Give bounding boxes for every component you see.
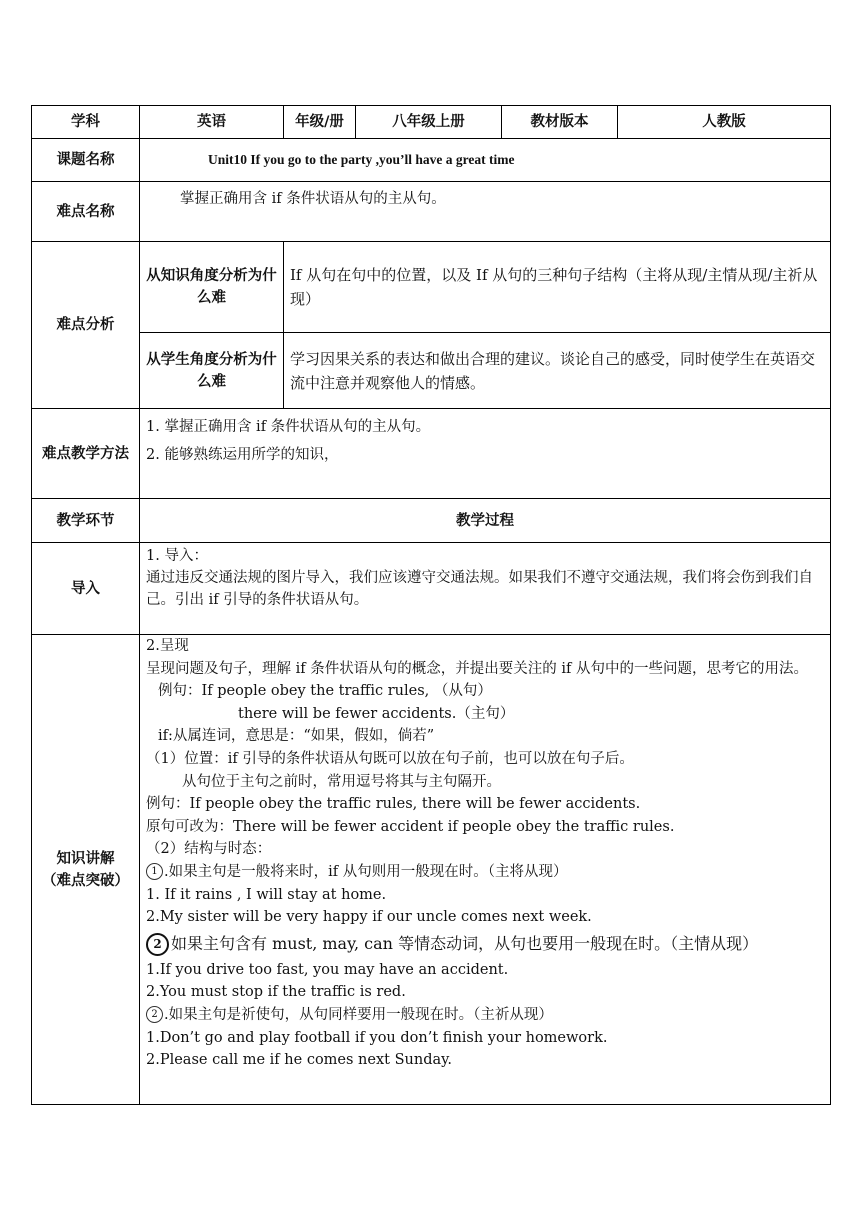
knowledge-angle-text: If 从句在句中的位置，以及 If 从句的三种句子结构（主将从现/主情从现/主祈从现） — [284, 242, 831, 333]
explain-content — [140, 635, 831, 1105]
explain-line-2: 呈现问题及句子，理解 if 条件状语从句的概念，并提出要关注的 if 从句中的一些问题，思考它的用法。 — [146, 660, 808, 677]
difficulty-row — [32, 182, 831, 242]
intro-content — [140, 543, 831, 635]
explain-line-1: 2.呈现 — [146, 638, 189, 654]
explain-line-17-text: .如果主句是祈使句，从句同样要用一般现在时。（主祈从现） — [164, 1006, 553, 1023]
explain-line-12: 1. If it rains , I will stay at home. — [146, 886, 387, 903]
edition-value: 人教版 — [618, 106, 831, 139]
method-item-1: 1. 掌握正确用含 if 条件状语从句的主从句。 — [146, 419, 431, 435]
circled-number-2: 2 — [146, 933, 169, 956]
student-angle-text: 学习因果关系的表达和做出合理的建议。谈论自己的感受，同时使学生在英语交流中注意并观察他人的情感。 — [284, 333, 831, 409]
explain-line-4: there will be fewer accidents.（主句） — [238, 705, 515, 722]
explain-line-3: 例句：If people obey the traffic rules, （从句） — [158, 683, 492, 700]
explain-line-19: 2.Please call me if he comes next Sunday. — [146, 1052, 452, 1069]
intro-text: 通过违反交通法规的图片导入，我们应该遵守交通法规。如果我们不遵守交通法规，我们将会伤到我们自己。引出 if 引导的条件状语从句。 — [146, 570, 813, 608]
lesson-plan-table — [31, 105, 831, 1105]
explain-label-line2: （难点突破） — [42, 872, 129, 889]
explain-line-8: 例句：If people obey the traffic rules, there will be fewer accidents. — [146, 796, 641, 813]
explain-line-10: （2）结构与时态： — [146, 841, 272, 858]
explain-line-13: 2.My sister will be very happy if our uncle comes next week. — [146, 909, 592, 926]
method-label: 难点教学方法 — [32, 409, 140, 499]
explain-line-14 — [146, 929, 824, 959]
intro-title: 1. 导入： — [146, 548, 208, 564]
circled-number-1: 1 — [146, 863, 163, 880]
analysis-label: 难点分析 — [32, 242, 140, 409]
process-header-row — [32, 499, 831, 543]
explain-line-11 — [146, 861, 824, 884]
difficulty-label: 难点名称 — [32, 182, 140, 242]
grade-value: 八年级上册 — [356, 106, 502, 139]
explain-line-14-text: 如果主句含有 must, may, can 等情态动词，从句也要用一般现在时。（主情从现） — [171, 933, 759, 953]
explain-label — [32, 635, 140, 1105]
student-angle-label: 从学生角度分析为什么难 — [140, 333, 284, 409]
explain-line-5: if:从属连词，意思是：“如果，假如，倘若” — [158, 728, 435, 745]
explain-line-9: 原句可改为：There will be fewer accident if people obey the traffic rules. — [146, 818, 675, 835]
process-stage-label: 教学环节 — [32, 499, 140, 543]
explain-line-11-text: .如果主句是一般将来时，if 从句则用一般现在时。（主将从现） — [164, 863, 568, 880]
analysis-row-2 — [32, 333, 831, 409]
subject-label: 学科 — [32, 106, 140, 139]
explain-line-7: 从句位于主句之前时，常用逗号将其与主句隔开。 — [182, 773, 501, 790]
intro-label: 导入 — [32, 543, 140, 635]
intro-row — [32, 543, 831, 635]
explain-line-16: 2.You must stop if the traffic is red. — [146, 984, 406, 1001]
explain-label-line1: 知识讲解 — [56, 850, 115, 867]
grade-label: 年级/册 — [284, 106, 356, 139]
method-item-2: 2. 能够熟练运用所学的知识， — [146, 447, 339, 463]
method-content — [140, 409, 831, 499]
explain-line-6: （1）位置：if 引导的条件状语从句既可以放在句子前，也可以放在句子后。 — [146, 750, 634, 767]
edition-label: 教材版本 — [502, 106, 618, 139]
topic-row — [32, 139, 831, 182]
process-label: 教学过程 — [140, 499, 831, 543]
knowledge-angle-label: 从知识角度分析为什么难 — [140, 242, 284, 333]
explain-line-17 — [146, 1004, 824, 1027]
circled-number-3: 2 — [146, 1006, 163, 1023]
header-row — [32, 106, 831, 139]
subject-value: 英语 — [140, 106, 284, 139]
explain-row — [32, 635, 831, 1105]
method-row — [32, 409, 831, 499]
topic-value: Unit10 If you go to the party ,you’ll have a great time — [140, 139, 831, 182]
topic-label: 课题名称 — [32, 139, 140, 182]
explain-line-18: 1.Don’t go and play football if you don’t finish your homework. — [146, 1029, 608, 1046]
difficulty-value: 掌握正确用含 if 条件状语从句的主从句。 — [140, 182, 831, 242]
explain-line-15: 1.If you drive too fast, you may have an accident. — [146, 961, 509, 978]
analysis-row-1 — [32, 242, 831, 333]
